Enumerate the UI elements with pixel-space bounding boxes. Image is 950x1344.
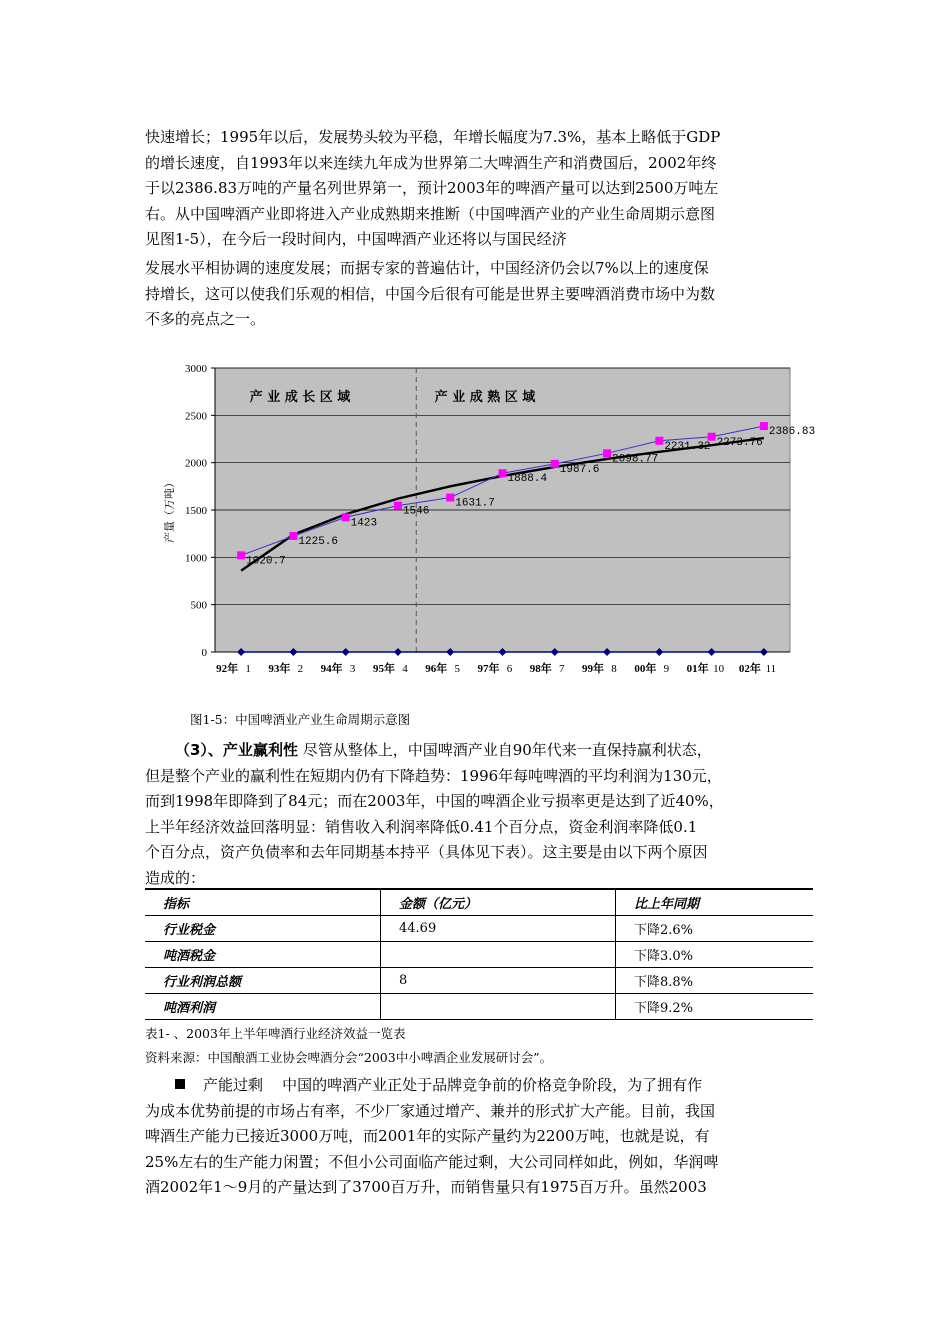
x-tick-year-label: 00年	[634, 663, 657, 675]
data-label: 1423	[350, 517, 378, 530]
table-cell	[381, 942, 616, 968]
region-label: 产 业 成 熟 区 域	[434, 390, 536, 405]
text-line: 快速增长；1995年以后，发展势头较为平稳，年增长幅度为7.3%，基本上略低于GDP	[145, 128, 721, 146]
y-tick-label: 1000	[185, 552, 207, 565]
table-cell: 吨酒利润	[145, 994, 381, 1020]
x-tick-label: 5	[454, 663, 460, 675]
table-cell: 行业利润总额	[145, 968, 381, 994]
paragraph-3	[145, 738, 813, 892]
data-label: 2273.76	[716, 436, 763, 449]
text-line: 啤酒生产能力已接近3000万吨，而2001年的实际产量约为2200万吨，也就是说，有	[145, 1127, 710, 1146]
table-header: 比上年同期	[616, 889, 814, 916]
production-point	[446, 494, 454, 502]
x-tick-year-label: 01年	[686, 663, 709, 675]
text-line: 见图1-5），在今后一段时间内，中国啤酒产业还将以与国民经济	[145, 230, 567, 249]
text-run: 中国的啤酒产业正处于品牌竞争前的价格竞争阶段，为了拥有作	[263, 1076, 703, 1094]
text-run: 尽管从整体上，中国啤酒产业自90年代来一直保持赢利状态，	[297, 741, 712, 759]
table-row	[145, 942, 813, 968]
table-cell: 下降3.0%	[616, 942, 814, 968]
x-tick-label: 11	[765, 663, 777, 675]
data-label: 2231.32	[664, 440, 711, 453]
text-line: 上半年经济效益回落明显：销售收入利润率降低0.41个百分点，资金利润率降低0.1	[145, 817, 698, 836]
x-tick-label: 4	[402, 663, 408, 675]
x-tick-label: 1	[245, 663, 251, 675]
square-bullet-icon	[175, 1079, 185, 1089]
text-line: 的增长速度，自1993年以来连续九年成为世界第二大啤酒生产和消费国后，2002年终	[145, 153, 717, 172]
x-tick-year-label: 92年	[216, 663, 239, 675]
x-tick-label: 2	[297, 663, 304, 675]
text-line: 但是整个产业的赢利性在短期内仍有下降趋势：1996年每吨啤酒的平均利润为130元，	[145, 766, 722, 785]
x-tick-year-label: 98年	[529, 663, 552, 675]
table-cell: 44.69	[381, 916, 616, 942]
data-label: 1546	[402, 505, 430, 518]
production-point	[760, 422, 768, 430]
data-label: 2098.77	[612, 453, 659, 466]
table-row	[145, 916, 813, 942]
table-row	[145, 968, 813, 994]
paragraph-2	[145, 256, 813, 333]
x-tick-year-label: 96年	[425, 663, 448, 675]
text-line: 25%左右的生产能力闲置；不但小公司面临产能过剩，大公司同样如此，例如，华润啤	[145, 1152, 719, 1171]
y-axis-label: 产量（万吨）	[164, 477, 176, 543]
data-label: 1987.6	[559, 463, 600, 476]
text-line	[145, 738, 813, 764]
production-point	[603, 449, 611, 457]
section-heading: 产能过剩	[203, 1076, 264, 1094]
x-tick-label: 10	[713, 663, 725, 675]
data-label: 2386.83	[768, 426, 816, 439]
paragraph-1	[145, 125, 813, 253]
text-line: 酒2002年1～9月的产量达到了3700百万升，而销售量只有1975百万升。虽然2003	[145, 1178, 707, 1197]
table-cell: 下降8.8%	[616, 968, 814, 994]
x-tick-label: 6	[506, 663, 513, 675]
text-line: 个百分点，资产负债率和去年同期基本持平（具体见下表）。这主要是由以下两个原因	[145, 843, 708, 862]
table-cell: 8	[381, 968, 616, 994]
region-label: 产 业 成 长 区 域	[249, 390, 351, 405]
x-tick-label: 9	[663, 663, 670, 675]
production-point	[551, 460, 559, 468]
x-tick-label: 7	[559, 663, 565, 675]
source-note: 资料来源：中国酿酒工业协会啤酒分会“2003中小啤酒企业发展研讨会”。	[145, 1050, 553, 1065]
y-tick-label: 500	[190, 599, 207, 612]
figure-caption: 图1-5：中国啤酒业产业生命周期示意图	[190, 712, 411, 727]
data-label: 1020.7	[246, 555, 286, 568]
text-line: 于以2386.83万吨的产量名列世界第一，预计2003年的啤酒产量可以达到2500万吨左	[145, 179, 719, 198]
production-point	[655, 437, 663, 445]
production-point	[237, 551, 245, 559]
production-point	[289, 532, 297, 540]
data-label: 1225.6	[298, 535, 339, 548]
chart-svg	[155, 352, 816, 687]
table-cell: 行业税金	[145, 916, 381, 942]
table-header: 金额（亿元）	[381, 889, 616, 916]
economic-benefit-table	[145, 888, 813, 1020]
x-tick-label: 8	[611, 663, 617, 675]
table-caption: 表1- 、2003年上半年啤酒行业经济效益一览表	[145, 1026, 406, 1041]
y-tick-label: 3000	[185, 363, 207, 375]
table-header: 指标	[145, 889, 381, 916]
production-point	[342, 513, 350, 521]
y-tick-label: 2500	[185, 410, 207, 423]
table-header-row	[145, 889, 813, 916]
x-tick-year-label: 93年	[268, 663, 291, 675]
section-heading: （3）、产业赢利性	[175, 741, 298, 759]
text-line: 右。从中国啤酒产业即将进入产业成熟期来推断（中国啤酒产业的产业生命周期示意图	[145, 204, 716, 223]
x-tick-year-label: 94年	[320, 663, 343, 675]
text-line: 为成本优势前提的市场占有率，不少厂家通过增产、兼并的形式扩大产能。目前，我国	[145, 1101, 716, 1120]
production-point	[708, 433, 716, 441]
data-label: 1631.7	[455, 497, 495, 510]
y-tick-label: 0	[201, 647, 207, 659]
y-tick-label: 1500	[185, 505, 207, 517]
table-cell: 下降9.2%	[616, 994, 814, 1020]
text-line: 持增长，这可以使我们乐观的相信，中国今后很有可能是世界主要啤酒消费市场中为数	[145, 284, 716, 303]
y-tick-label: 2000	[185, 457, 207, 470]
x-tick-year-label: 02年	[738, 663, 761, 675]
lifecycle-chart	[155, 352, 816, 687]
text-line: 不多的亮点之一。	[145, 310, 266, 329]
production-point	[499, 469, 507, 477]
x-tick-year-label: 95年	[372, 663, 395, 675]
text-line: 而到1998年即降到了84元；而在2003年，中国的啤酒企业亏损率更是达到了近40%，	[145, 792, 724, 811]
data-label: 1888.4	[507, 473, 548, 486]
x-tick-year-label: 97年	[477, 663, 500, 675]
text-line	[145, 1073, 813, 1099]
text-line: 发展水平相协调的速度发展；而据专家的普遍估计，中国经济仍会以7%以上的速度保	[145, 259, 709, 277]
table-row	[145, 994, 813, 1020]
x-tick-label: 3	[349, 663, 356, 675]
table-cell	[381, 994, 616, 1020]
text-line: 造成的：	[145, 868, 206, 887]
paragraph-4	[145, 1073, 813, 1201]
table-cell: 吨酒税金	[145, 942, 381, 968]
table-cell: 下降2.6%	[616, 916, 814, 942]
x-tick-year-label: 99年	[582, 663, 605, 675]
production-point	[394, 502, 402, 510]
